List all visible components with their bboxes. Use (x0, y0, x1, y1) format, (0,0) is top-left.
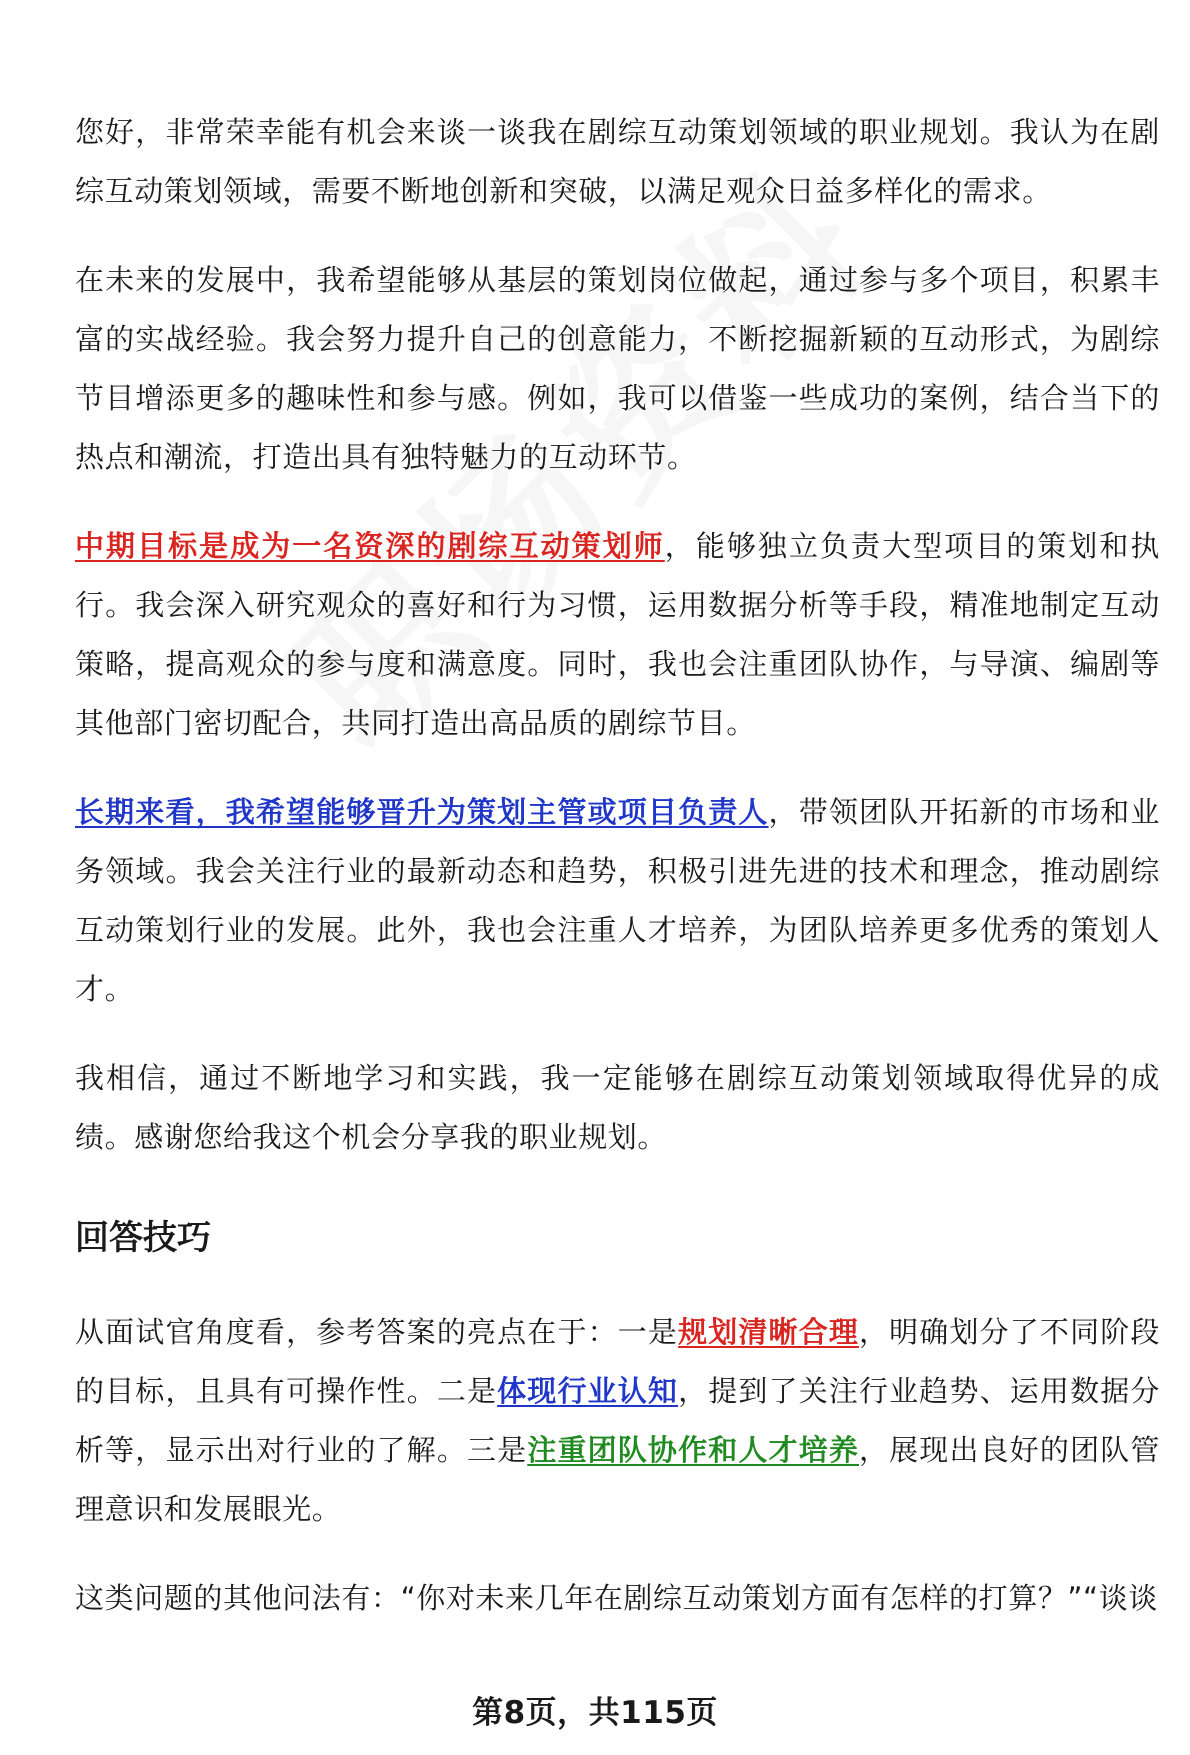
tips-text-4: ，展现出良好的团队管理意识和发展眼光。 (75, 1433, 1160, 1526)
paragraph-tips (75, 1303, 1160, 1539)
paragraph-intro: 您好，非常荣幸能有机会来谈一谈我在剧综互动策划领域的职业规划。我认为在剧综互动策划领域，需要不断地创新和突破，以满足观众日益多样化的需求。 (75, 115, 1160, 208)
page-number: 第8页，共115页 (472, 1695, 718, 1731)
document-body (75, 103, 1160, 1658)
paragraph-mid-term (75, 517, 1160, 753)
paragraph-other-questions: 这类问题的其他问法有：“你对未来几年在剧综互动策划方面有怎样的打算？”“谈谈 (75, 1581, 1158, 1615)
tips-text-3: ，提到了关注行业趋势、运用数据分析等，显示出对行业的了解。三是 (75, 1374, 1160, 1467)
tips-text-1: 从面试官角度看，参考答案的亮点在于：一是 (75, 1315, 679, 1349)
highlight-clear-plan: 规划清晰合理 (678, 1315, 859, 1349)
highlight-industry-knowledge: 体现行业认知 (497, 1374, 679, 1408)
paragraph-short-term: 在未来的发展中，我希望能够从基层的策划岗位做起，通过参与多个项目，积累丰富的实战经验。我会努力提升自己的创意能力，不断挖掘新颖的互动形式，为剧综节目增添更多的趣味性和参与感。例如，我可以借鉴一些成功的案例，结合当下的热点和潮流，打造出具有独特魅力的互动环节。 (75, 263, 1160, 474)
paragraph-closing: 我相信，通过不断地学习和实践，我一定能够在剧综互动策划领域取得优异的成绩。感谢您给我这个机会分享我的职业规划。 (75, 1061, 1160, 1154)
highlight-mid-term-goal: 中期目标是成为一名资深的剧综互动策划师 (75, 529, 665, 563)
paragraph-long-term-text: ，带领团队开拓新的市场和业务领域。我会关注行业的最新动态和趋势，积极引进先进的技术和理念，推动剧综互动策划行业的发展。此外，我也会注重人才培养，为团队培养更多优秀的策划人才。 (75, 795, 1160, 1006)
tips-text-2: ，明确划分了不同阶段的目标，且具有可操作性。二是 (75, 1315, 1160, 1408)
highlight-teamwork: 注重团队协作和人才培养 (527, 1433, 859, 1467)
section-heading: 回答技巧 (75, 1218, 211, 1258)
paragraph-long-term (75, 783, 1160, 1019)
highlight-long-term-goal: 长期来看，我希望能够晋升为策划主管或项目负责人 (75, 795, 769, 829)
paragraph-mid-term-text: ，能够独立负责大型项目的策划和执行。我会深入研究观众的喜好和行为习惯，运用数据分析等手段，精准地制定互动策略，提高观众的参与度和满意度。同时，我也会注重团队协作，与导演、编剧等其他部门密切配合，共同打造出高品质的剧综节目。 (75, 529, 1160, 740)
